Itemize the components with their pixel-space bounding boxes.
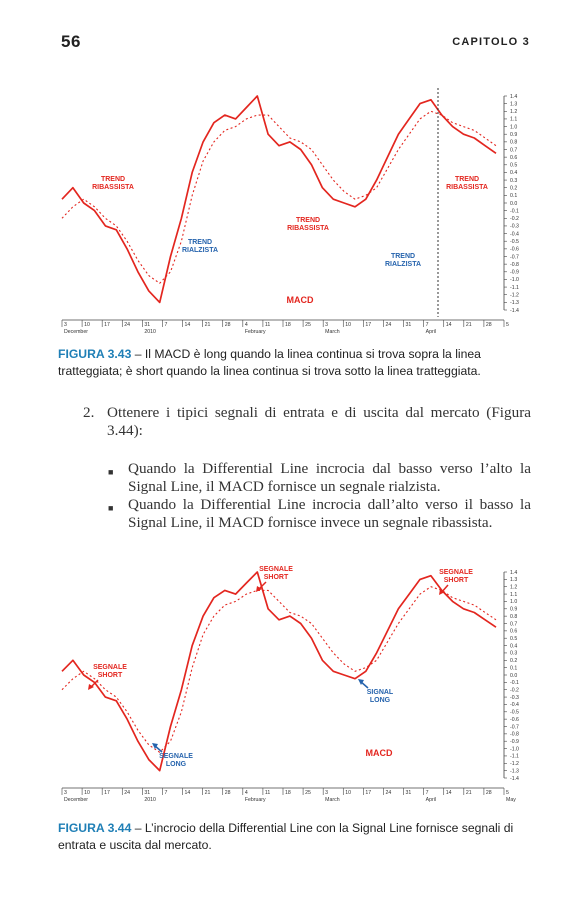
x-month-label: May [506, 797, 516, 803]
label-segnale-long-2a: SIGNAL [366, 689, 394, 696]
y-tick-label: -0.8 [510, 731, 519, 738]
y-tick-label: 1.1 [510, 591, 518, 598]
y-tick-label: -0.3 [510, 694, 519, 701]
label-trend-ribassista-3a: TREND [454, 176, 480, 183]
y-tick-label: 0.5 [510, 162, 518, 169]
x-tick-label: 24 [385, 322, 392, 328]
x-tick-label: 10 [345, 790, 352, 796]
y-tick-label: 1.2 [510, 584, 518, 591]
y-tick-label: -1.1 [510, 753, 519, 760]
x-tick-label: 7 [164, 322, 168, 328]
bullet-icon: ■ [108, 467, 114, 477]
x-tick-label: 17 [365, 790, 372, 796]
bullet-list [108, 460, 531, 532]
label-trend-ribassista-1b: RIBASSISTA [92, 184, 134, 191]
figure-3-44 [58, 566, 530, 811]
y-tick-label: 1.2 [510, 109, 518, 116]
label-trend-ribassista-2b: RIBASSISTA [287, 225, 329, 232]
y-tick-label: -1.3 [510, 300, 519, 307]
x-month-label: December [64, 329, 88, 334]
label-trend-rialzista-2a: TREND [390, 253, 416, 260]
label-trend-ribassista-3b: RIBASSISTA [446, 184, 488, 191]
y-tick-label: 0.3 [510, 177, 518, 184]
x-month-label: April [425, 797, 437, 803]
x-tick-label: 21 [204, 790, 211, 796]
x-tick-label: 31 [405, 322, 412, 328]
x-tick-label: 7 [425, 790, 429, 796]
x-tick-label: 24 [385, 790, 392, 796]
x-tick-label: 18 [285, 322, 291, 328]
bullet-item [108, 460, 531, 496]
label-trend-ribassista-2a: TREND [295, 217, 321, 224]
x-tick-label: 24 [124, 790, 131, 796]
y-tick-label: -0.8 [510, 261, 519, 268]
y-tick-label: 0.8 [510, 139, 518, 146]
y-tick-label: 1.4 [510, 93, 518, 100]
y-tick-label: 0.3 [510, 650, 518, 657]
y-tick-label: -1.1 [510, 284, 519, 291]
y-tick-label: 0.9 [510, 606, 518, 613]
x-tick-label: 14 [184, 790, 191, 796]
x-tick-label: 31 [144, 322, 151, 328]
figure-3-44-label: FIGURA 3.44 [58, 821, 132, 835]
y-tick-label: -1.0 [510, 746, 519, 753]
x-month-label: March [325, 797, 340, 803]
x-tick-label: 25 [305, 790, 311, 796]
label-trend-rialzista-1b: RIALZISTA [181, 247, 219, 254]
x-tick-label: 7 [164, 790, 168, 796]
y-tick-label: 1.4 [510, 569, 518, 576]
x-tick-label: 28 [485, 790, 492, 796]
y-tick-label: -0.1 [510, 680, 519, 687]
y-tick-label: -0.5 [510, 239, 519, 246]
y-tick-label: 0.0 [510, 672, 518, 679]
x-tick-label: 17 [104, 790, 110, 796]
y-tick-label: 0.6 [510, 154, 518, 161]
y-tick-label: -0.4 [510, 702, 519, 709]
x-tick-label: 5 [506, 322, 509, 328]
y-tick-label: 0.7 [510, 621, 518, 628]
y-tick-label: 0.2 [510, 658, 518, 665]
x-tick-label: 14 [445, 790, 452, 796]
figure-3-43 [58, 84, 530, 339]
y-tick-label: 0.9 [510, 132, 518, 139]
label-trend-rialzista-1a: TREND [187, 239, 213, 246]
label-segnale-short-3a: SEGNALE [439, 569, 473, 576]
differential-line [62, 96, 496, 302]
bullet-icon: ■ [108, 503, 114, 513]
list-number: 2. [83, 404, 95, 421]
y-tick-label: -1.3 [510, 768, 519, 775]
y-tick-label: -0.6 [510, 716, 519, 723]
x-tick-label: 7 [425, 322, 429, 328]
x-tick-label: 17 [104, 322, 110, 328]
label-segnale-short-3b: SHORT [443, 577, 469, 584]
y-tick-label: -0.1 [510, 208, 519, 215]
x-tick-label: 17 [365, 322, 372, 328]
y-tick-label: 1.1 [510, 116, 518, 123]
x-month-label: February [244, 797, 266, 803]
x-month-label: 2010 [144, 797, 156, 803]
y-tick-label: 1.0 [510, 124, 518, 131]
x-tick-label: 4 [244, 322, 248, 328]
y-tick-label: -0.3 [510, 223, 519, 230]
y-tick-label: -1.4 [510, 775, 519, 782]
x-tick-label: 5 [506, 790, 509, 796]
x-tick-label: 11 [264, 322, 271, 328]
x-tick-label: 3 [325, 322, 329, 328]
y-tick-label: 0.2 [510, 185, 518, 192]
figure-3-43-caption-text: – Il MACD è long quando la linea continua si trova sopra la linea tratteggiata; è short quando la linea continua si trova sotto la linea tratteggiata. [58, 347, 481, 378]
label-segnale-short-1b: SHORT [97, 672, 123, 679]
label-trend-rialzista-2b: RIALZISTA [384, 261, 422, 268]
label-segnale-long-2b: LONG [369, 697, 391, 704]
label-segnale-short-2b: SHORT [263, 574, 289, 581]
x-tick-label: 21 [204, 322, 211, 328]
y-tick-label: -0.4 [510, 231, 519, 238]
figure-3-44-caption [58, 820, 533, 854]
y-tick-label: 1.0 [510, 599, 518, 606]
chapter-title: CAPITOLO 3 [452, 36, 530, 48]
bullet-text-1: Quando la Differential Line incrocia dal basso verso l’alto la Signal Line, il MACD fornisce un segnale rialzista. [128, 460, 531, 495]
bullet-text-2: Quando la Differential Line incrocia dall’alto verso il basso la Signal Line, il MACD fornisce invece un segnale ribassista. [128, 496, 531, 531]
macd-chart-2 [58, 566, 530, 806]
x-month-label: April [425, 329, 437, 334]
label-segnale-long-1b: LONG [165, 761, 187, 768]
y-tick-label: -0.9 [510, 739, 519, 746]
y-tick-label: 0.5 [510, 636, 518, 643]
x-tick-label: 24 [124, 322, 131, 328]
macd-chart-1 [58, 84, 530, 334]
y-tick-label: 0.8 [510, 613, 518, 620]
y-tick-label: -0.7 [510, 724, 519, 731]
y-tick-label: -1.4 [510, 307, 519, 314]
label-trend-ribassista-1a: TREND [100, 176, 126, 183]
label-macd: MACD [286, 295, 314, 305]
y-tick-label: 0.7 [510, 147, 518, 154]
x-tick-label: 28 [224, 322, 231, 328]
y-tick-label: -0.2 [510, 216, 519, 223]
x-tick-label: 31 [144, 790, 151, 796]
figure-3-44-caption-text: – L’incrocio della Differential Line con la Signal Line fornisce segnali di entrata e uscita dal mercato. [58, 821, 514, 852]
y-tick-label: -1.2 [510, 761, 519, 768]
differential-line [62, 572, 496, 771]
x-month-label: February [244, 329, 266, 334]
y-tick-label: 0.4 [510, 643, 518, 650]
x-month-label: 2010 [144, 329, 156, 334]
x-month-label: March [325, 329, 340, 334]
figure-3-43-label: FIGURA 3.43 [58, 347, 132, 361]
x-tick-label: 4 [244, 790, 248, 796]
y-tick-label: -0.2 [510, 687, 519, 694]
x-month-label: December [64, 797, 88, 803]
x-tick-label: 28 [485, 322, 492, 328]
list-item-text: Ottenere i tipici segnali di entrata e di uscita dal mercato (Figura 3.44): [107, 404, 531, 439]
x-tick-label: 31 [405, 790, 412, 796]
x-tick-label: 10 [345, 322, 352, 328]
y-tick-label: 0.4 [510, 170, 518, 177]
y-tick-label: -0.6 [510, 246, 519, 253]
x-tick-label: 25 [305, 322, 311, 328]
y-tick-label: 0.1 [510, 665, 518, 672]
y-tick-label: 1.3 [510, 577, 518, 584]
label-segnale-short-1a: SEGNALE [93, 664, 127, 671]
y-tick-label: 0.1 [510, 193, 518, 200]
y-tick-label: -0.5 [510, 709, 519, 716]
y-tick-label: -0.9 [510, 269, 519, 276]
label-macd: MACD [365, 748, 393, 758]
y-tick-label: 1.3 [510, 101, 518, 108]
x-tick-label: 10 [84, 322, 90, 328]
x-tick-label: 3 [64, 322, 67, 328]
y-tick-label: 0.6 [510, 628, 518, 635]
figure-3-43-caption [58, 346, 533, 380]
y-tick-label: -0.7 [510, 254, 519, 261]
signal-line [62, 587, 496, 753]
y-tick-label: 0.0 [510, 200, 518, 207]
x-tick-label: 28 [224, 790, 231, 796]
x-tick-label: 18 [285, 790, 291, 796]
bullet-item [108, 496, 531, 532]
x-tick-label: 14 [445, 322, 452, 328]
x-tick-label: 21 [465, 790, 472, 796]
x-tick-label: 3 [64, 790, 67, 796]
x-tick-label: 10 [84, 790, 90, 796]
numbered-item [83, 404, 531, 440]
x-tick-label: 3 [325, 790, 329, 796]
y-tick-label: -1.0 [510, 277, 519, 284]
y-tick-label: -1.2 [510, 292, 519, 299]
x-tick-label: 11 [264, 790, 271, 796]
x-tick-label: 21 [465, 322, 472, 328]
page-number: 56 [61, 32, 81, 51]
label-segnale-long-1a: SEGNALE [159, 753, 193, 760]
label-segnale-short-2a: SEGNALE [259, 566, 293, 573]
x-tick-label: 14 [184, 322, 191, 328]
signal-line [62, 111, 496, 283]
